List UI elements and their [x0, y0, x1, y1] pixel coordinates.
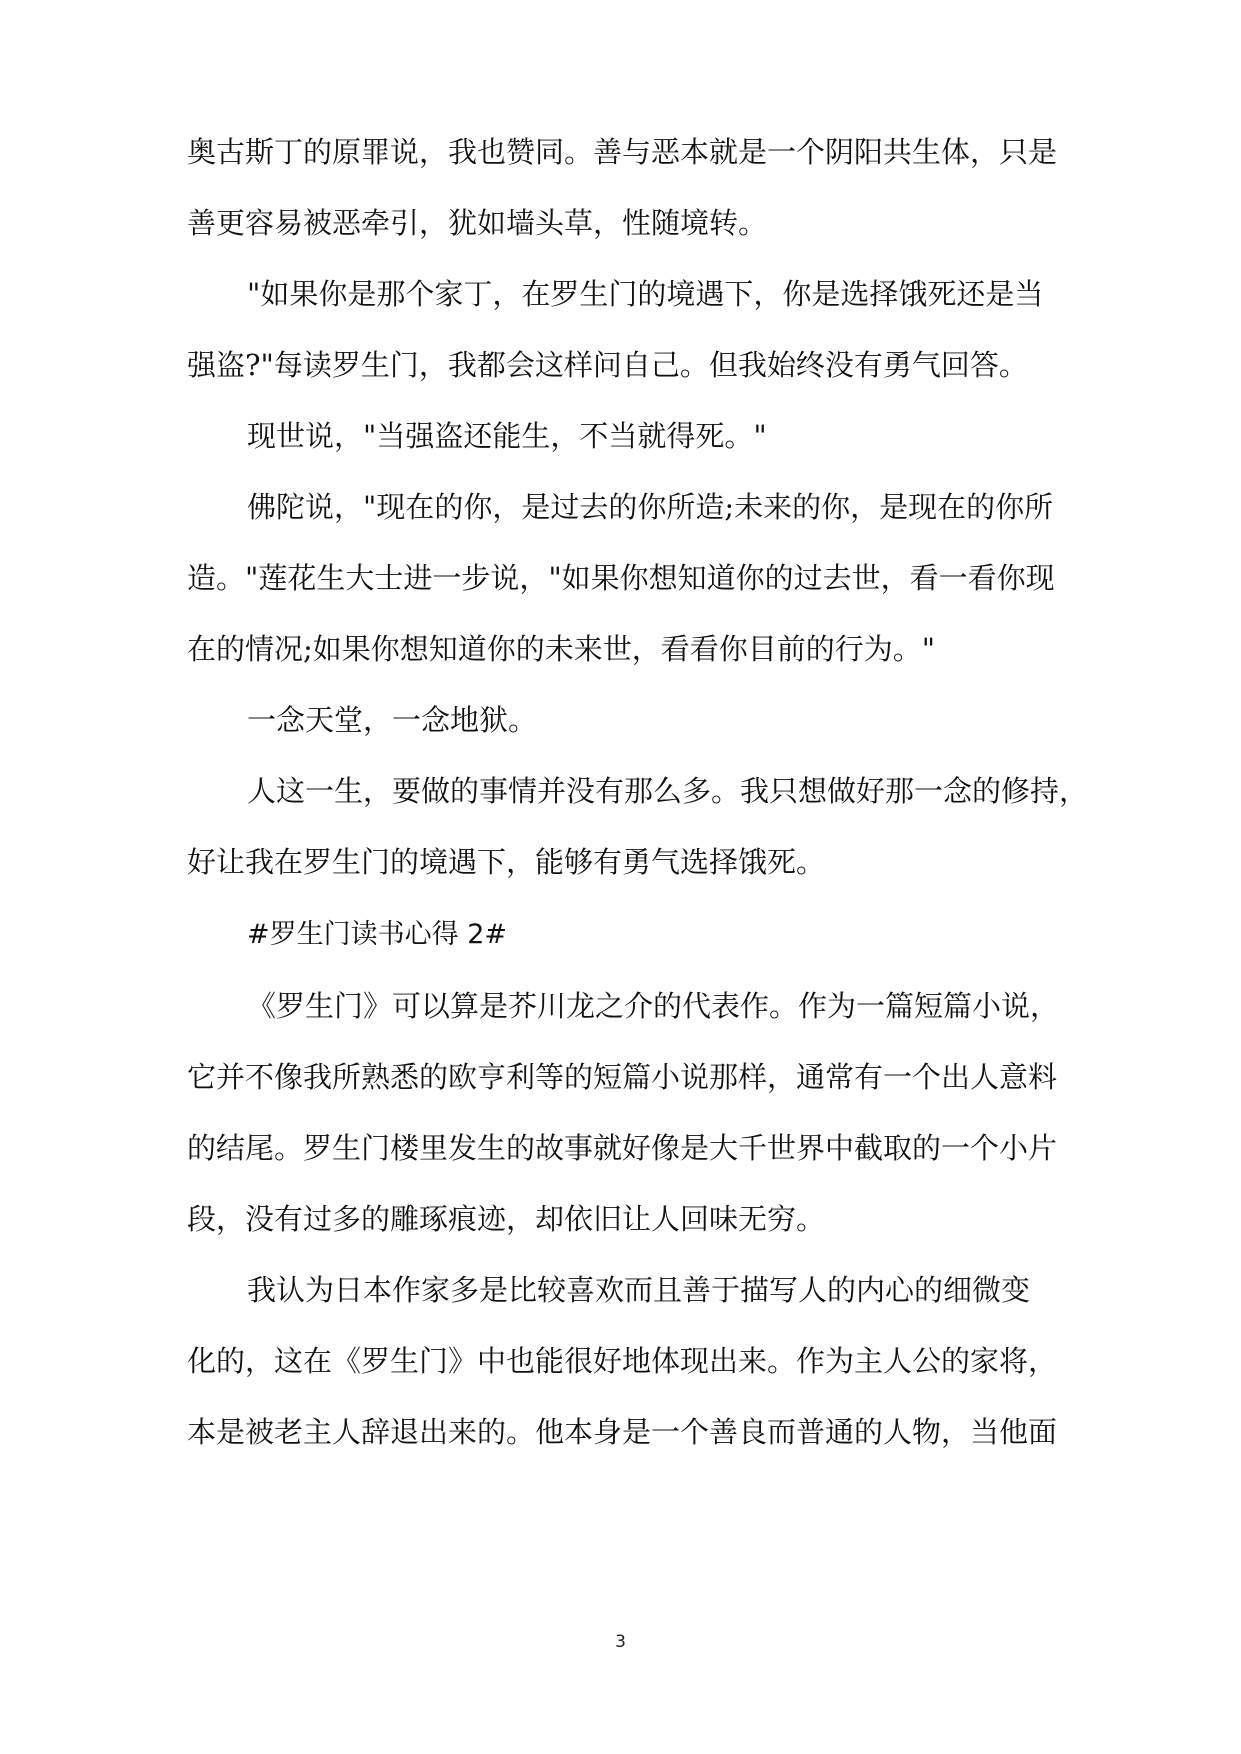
text-line: "如果你是那个家丁，在罗生门的境遇下，你是选择饿死还是当: [247, 277, 1044, 311]
text-line: 善更容易被恶牵引，犹如墙头草，性随境转。: [187, 206, 768, 240]
text-line: 它并不像我所熟悉的欧亨利等的短篇小说那样，通常有一个出人意料: [187, 1060, 1058, 1094]
text-line: 造。"莲花生大士进一步说，"如果你想知道你的过去世，看一看你现: [187, 561, 1055, 595]
text-line: 的结尾。罗生门楼里发生的故事就好像是大千世界中截取的一个小片: [187, 1131, 1058, 1165]
section-heading: #罗生门读书心得 2#: [247, 919, 508, 950]
text-line: 化的，这在《罗生门》中也能很好地体现出来。作为主人公的家将，: [187, 1344, 1058, 1378]
page-number: 3: [615, 1632, 626, 1652]
text-line: 《罗生门》可以算是芥川龙之介的代表作。作为一篇短篇小说，: [247, 989, 1060, 1023]
text-line: 强盗?"每读罗生门，我都会这样问自己。但我始终没有勇气回答。: [187, 348, 1028, 382]
text-line: 在的情况;如果你想知道你的未来世，看看你目前的行为。": [187, 632, 936, 666]
text-line: 我认为日本作家多是比较喜欢而且善于描写人的内心的细微变: [247, 1273, 1031, 1307]
text-line: 段，没有过多的雕琢痕迹，却依旧让人回味无穷。: [187, 1202, 826, 1236]
text-line: 现世说，"当强盗还能生，不当就得死。": [247, 419, 767, 453]
text-line: 佛陀说，"现在的你，是过去的你所造;未来的你，是现在的你所: [247, 490, 1054, 524]
text-line: 奥古斯丁的原罪说，我也赞同。善与恶本就是一个阴阳共生体，只是: [187, 135, 1058, 169]
text-line: 好让我在罗生门的境遇下，能够有勇气选择饿死。: [187, 845, 826, 879]
text-line: 本是被老主人辞退出来的。他本身是一个善良而普通的人物，当他面: [187, 1415, 1058, 1449]
text-line: 一念天堂，一念地狱。: [247, 703, 538, 737]
text-line: 人这一生，要做的事情并没有那么多。我只想做好那一念的修持，: [247, 774, 1089, 808]
